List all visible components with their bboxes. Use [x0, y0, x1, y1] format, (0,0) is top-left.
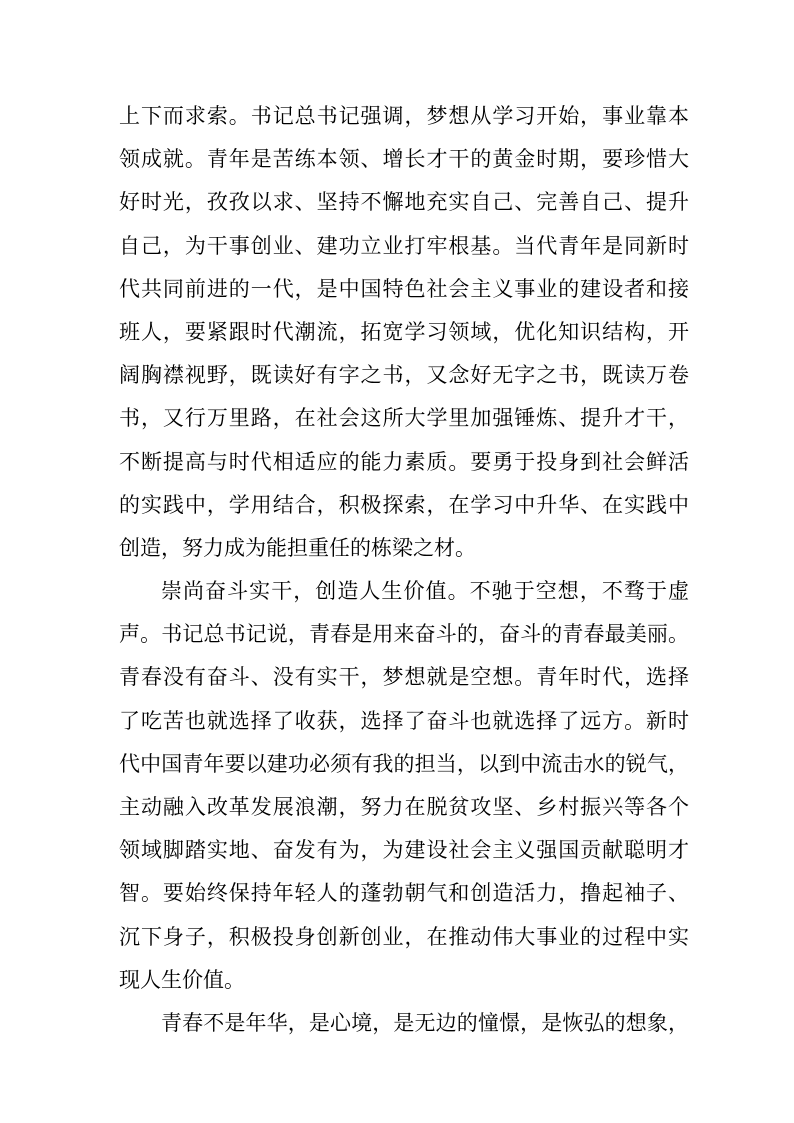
text-line: 班人，要紧跟时代潮流，拓宽学习领域，优化知识结构，开	[119, 319, 689, 344]
text-line: 创造，努力成为能担重任的栋梁之材。	[119, 535, 476, 560]
text-line: 领域脚踏实地、奋发有为，为建设社会主义强国贡献聪明才	[119, 838, 689, 863]
text-line: 了吃苦也就选择了收获，选择了奋斗也就选择了远方。新时	[119, 708, 689, 733]
text-line: 代共同前进的一代，是中国特色社会主义事业的建设者和接	[119, 276, 689, 301]
text-line: 领成就。青年是苦练本领、增长才干的黄金时期，要珍惜大	[119, 147, 689, 172]
text-line: 不断提高与时代相适应的能力素质。要勇于投身到社会鲜活	[119, 449, 689, 474]
paragraph	[119, 1002, 689, 1045]
text-line: 崇尚奋斗实干，创造人生价值。不驰于空想，不骛于虚	[161, 579, 689, 604]
text-line: 书，又行万里路，在社会这所大学里加强锤炼、提升才干，	[119, 406, 689, 431]
paragraph	[119, 95, 689, 570]
text-line: 青春没有奋斗、没有实干，梦想就是空想。青年时代，选择	[119, 665, 689, 690]
text-line: 声。书记总书记说，青春是用来奋斗的，奋斗的青春最美丽。	[119, 622, 689, 647]
body-text	[119, 95, 689, 1045]
paragraph	[119, 570, 689, 1002]
text-line: 青春不是年华，是心境，是无边的憧憬，是恢弘的想象，	[161, 1010, 689, 1035]
text-line: 现人生价值。	[119, 967, 245, 992]
text-line: 好时光，孜孜以求、坚持不懈地充实自己、完善自己、提升	[119, 190, 689, 215]
text-line: 智。要始终保持年轻人的蓬勃朝气和创造活力，撸起袖子、	[119, 881, 689, 906]
text-line: 的实践中，学用结合，积极探索，在学习中升华、在实践中	[119, 492, 689, 517]
text-line: 自己，为干事创业、建功立业打牢根基。当代青年是同新时	[119, 233, 689, 258]
text-line: 主动融入改革发展浪潮，努力在脱贫攻坚、乡村振兴等各个	[119, 795, 689, 819]
text-line: 代中国青年要以建功必须有我的担当，以到中流击水的锐气，	[119, 751, 689, 776]
text-line: 上下而求索。书记总书记强调，梦想从学习开始，事业靠本	[119, 104, 689, 128]
text-line: 阔胸襟视野，既读好有字之书，又念好无字之书，既读万卷	[119, 363, 689, 388]
text-line: 沉下身子，积极投身创新创业，在推动伟大事业的过程中实	[119, 924, 689, 949]
